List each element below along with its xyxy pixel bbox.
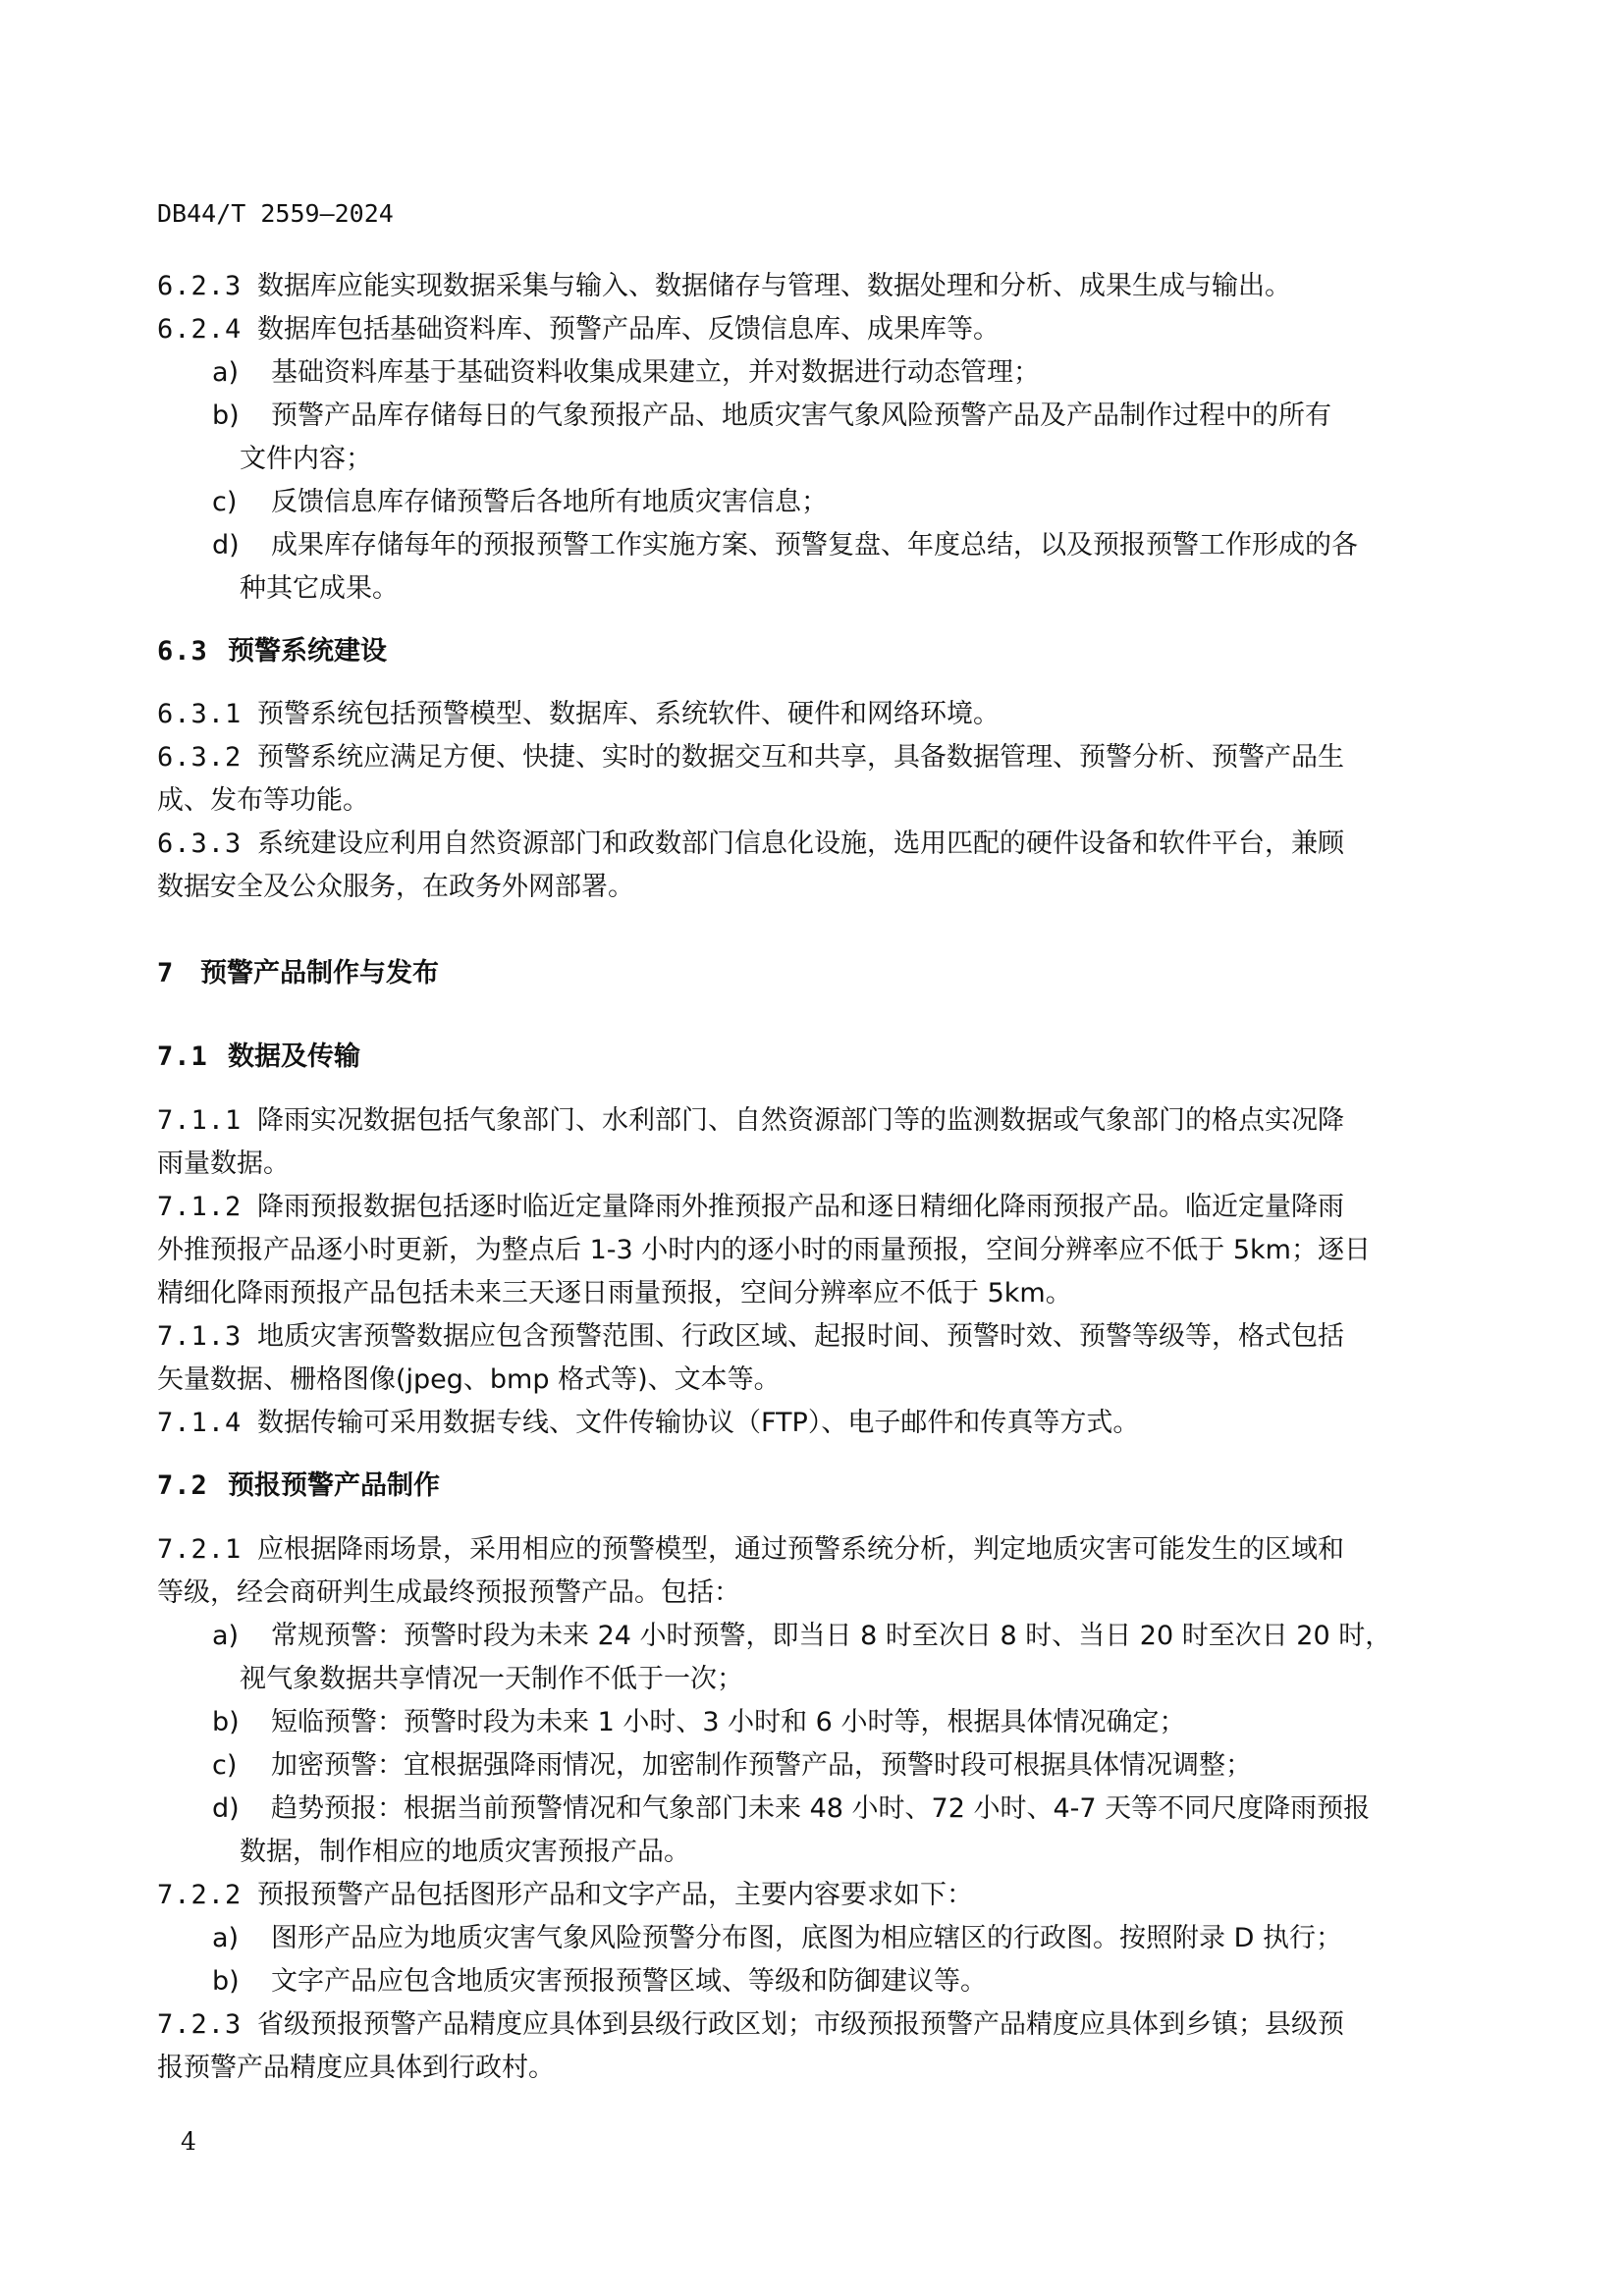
- clause-number: 7.2.1: [157, 1534, 243, 1565]
- clause-number: 7.1.4: [157, 1408, 243, 1438]
- list-item-label: a): [212, 357, 240, 388]
- clause-text-line: 数据传输可采用数据专线、文件传输协议（FTP）、电子邮件和传真等方式。: [257, 1408, 1140, 1438]
- clause-number: 7.2.3: [157, 2009, 243, 2040]
- clause-number: 7.1.2: [157, 1192, 243, 1222]
- list-item-label: a): [212, 1621, 240, 1651]
- clause-text-line: 地质灾害预警数据应包含预警范围、行政区域、起报时间、预警时效、预警等级等，格式包括: [257, 1321, 1344, 1352]
- clause-number: 6.3.2: [157, 742, 243, 773]
- list-item-text-line: 趋势预报：根据当前预警情况和气象部门未来 48 小时、72 小时、4-7 天等不同尺度降雨预报: [271, 1793, 1371, 1824]
- section-number: 6.3: [157, 636, 208, 667]
- document-header-id: DB44/T 2559—2024: [157, 199, 394, 228]
- list-item-text-line: 视气象数据共享情况一天制作不低于一次；: [240, 1664, 743, 1694]
- list-item-text-line: 反馈信息库存储预警后各地所有地质灾害信息；: [271, 487, 828, 517]
- list-item-text-line: 成果库存储每年的预报预警工作实施方案、预警复盘、年度总结，以及预报预警工作形成的各: [271, 530, 1358, 561]
- section-number: 7.1: [157, 1041, 208, 1072]
- page-number: 4: [181, 2127, 196, 2156]
- clause-text-line: 降雨预报数据包括逐时临近定量降雨外推预报产品和逐日精细化降雨预报产品。临近定量降雨: [257, 1192, 1344, 1222]
- clause-number: 6.2.4: [157, 314, 243, 345]
- list-item-label: b): [212, 1966, 240, 1997]
- list-item-text-line: 种其它成果。: [240, 573, 399, 604]
- clause-text-line: 预警系统应满足方便、快捷、实时的数据交互和共享，具备数据管理、预警分析、预警产品生: [257, 742, 1344, 773]
- list-item-text-line: 图形产品应为地质灾害气象风险预警分布图，底图为相应辖区的行政图。按照附录 D 执行；: [271, 1923, 1342, 1953]
- chapter-heading: 预警产品制作与发布: [200, 958, 439, 988]
- list-item-text-line: 文字产品应包含地质灾害预报预警区域、等级和防御建议等。: [271, 1966, 987, 1997]
- list-item-text-line: 加密预警：宜根据强降雨情况，加密制作预警产品，预警时段可根据具体情况调整；: [271, 1750, 1252, 1781]
- list-item-text-line: 短临预警：预警时段为未来 1 小时、3 小时和 6 小时等，根据具体情况确定；: [271, 1707, 1186, 1737]
- list-item-text-line: 文件内容；: [240, 444, 372, 474]
- list-item-text-line: 预警产品库存储每日的气象预报产品、地质灾害气象风险预警产品及产品制作过程中的所有: [271, 400, 1331, 431]
- clause-text-line: 雨量数据。: [157, 1148, 290, 1179]
- section-heading: 预报预警产品制作: [228, 1470, 440, 1501]
- list-item-label: c): [212, 487, 238, 517]
- clause-text-line: 省级预报预警产品精度应具体到县级行政区划；市级预报预警产品精度应具体到乡镇；县级预: [257, 2009, 1344, 2040]
- section-heading: 预警系统建设: [228, 636, 387, 667]
- clause-text-line: 精细化降雨预报产品包括未来三天逐日雨量预报，空间分辨率应不低于 5km。: [157, 1278, 1072, 1308]
- clause-text-line: 预报预警产品包括图形产品和文字产品，主要内容要求如下：: [257, 1880, 973, 1910]
- chapter-number: 7: [157, 958, 175, 988]
- clause-number: 7.1.1: [157, 1105, 243, 1136]
- list-item-label: d): [212, 1793, 240, 1824]
- clause-text-line: 等级，经会商研判生成最终预报预警产品。包括：: [157, 1577, 740, 1608]
- list-item-label: b): [212, 400, 240, 431]
- clause-text-line: 降雨实况数据包括气象部门、水利部门、自然资源部门等的监测数据或气象部门的格点实况降: [257, 1105, 1344, 1136]
- list-item-label: d): [212, 530, 240, 561]
- clause-number: 7.2.2: [157, 1880, 243, 1910]
- clause-text-line: 数据库应能实现数据采集与输入、数据储存与管理、数据处理和分析、成果生成与输出。: [257, 271, 1291, 301]
- list-item-label: a): [212, 1923, 240, 1953]
- list-item-text-line: 数据，制作相应的地质灾害预报产品。: [240, 1837, 690, 1867]
- clause-number: 6.3.1: [157, 699, 243, 729]
- section-heading: 数据及传输: [228, 1041, 360, 1072]
- section-number: 7.2: [157, 1470, 208, 1501]
- clause-text-line: 矢量数据、栅格图像(jpeg、bmp 格式等)、文本等。: [157, 1364, 781, 1395]
- clause-number: 7.1.3: [157, 1321, 243, 1352]
- clause-number: 6.2.3: [157, 271, 243, 301]
- clause-text-line: 报预警产品精度应具体到行政村。: [157, 2053, 555, 2083]
- clause-text-line: 预警系统包括预警模型、数据库、系统软件、硬件和网络环境。: [257, 699, 1000, 729]
- list-item-text-line: 基础资料库基于基础资料收集成果建立，并对数据进行动态管理；: [271, 357, 1040, 388]
- clause-text-line: 数据库包括基础资料库、预警产品库、反馈信息库、成果库等。: [257, 314, 1000, 345]
- list-item-label: b): [212, 1707, 240, 1737]
- list-item-text-line: 常规预警：预警时段为未来 24 小时预警，即当日 8 时至次日 8 时、当日 20 时至次日 20 时，: [271, 1621, 1392, 1651]
- clause-text-line: 数据安全及公众服务，在政务外网部署。: [157, 872, 634, 902]
- clause-text-line: 外推预报产品逐小时更新，为整点后 1-3 小时内的逐小时的雨量预报，空间分辨率应不低于 5km；逐日: [157, 1235, 1371, 1265]
- clause-text-line: 成、发布等功能。: [157, 785, 369, 816]
- list-item-label: c): [212, 1750, 238, 1781]
- clause-number: 6.3.3: [157, 828, 243, 859]
- clause-text-line: 系统建设应利用自然资源部门和政数部门信息化设施，选用匹配的硬件设备和软件平台，兼顾: [257, 828, 1344, 859]
- clause-text-line: 应根据降雨场景，采用相应的预警模型，通过预警系统分析，判定地质灾害可能发生的区域和: [257, 1534, 1344, 1565]
